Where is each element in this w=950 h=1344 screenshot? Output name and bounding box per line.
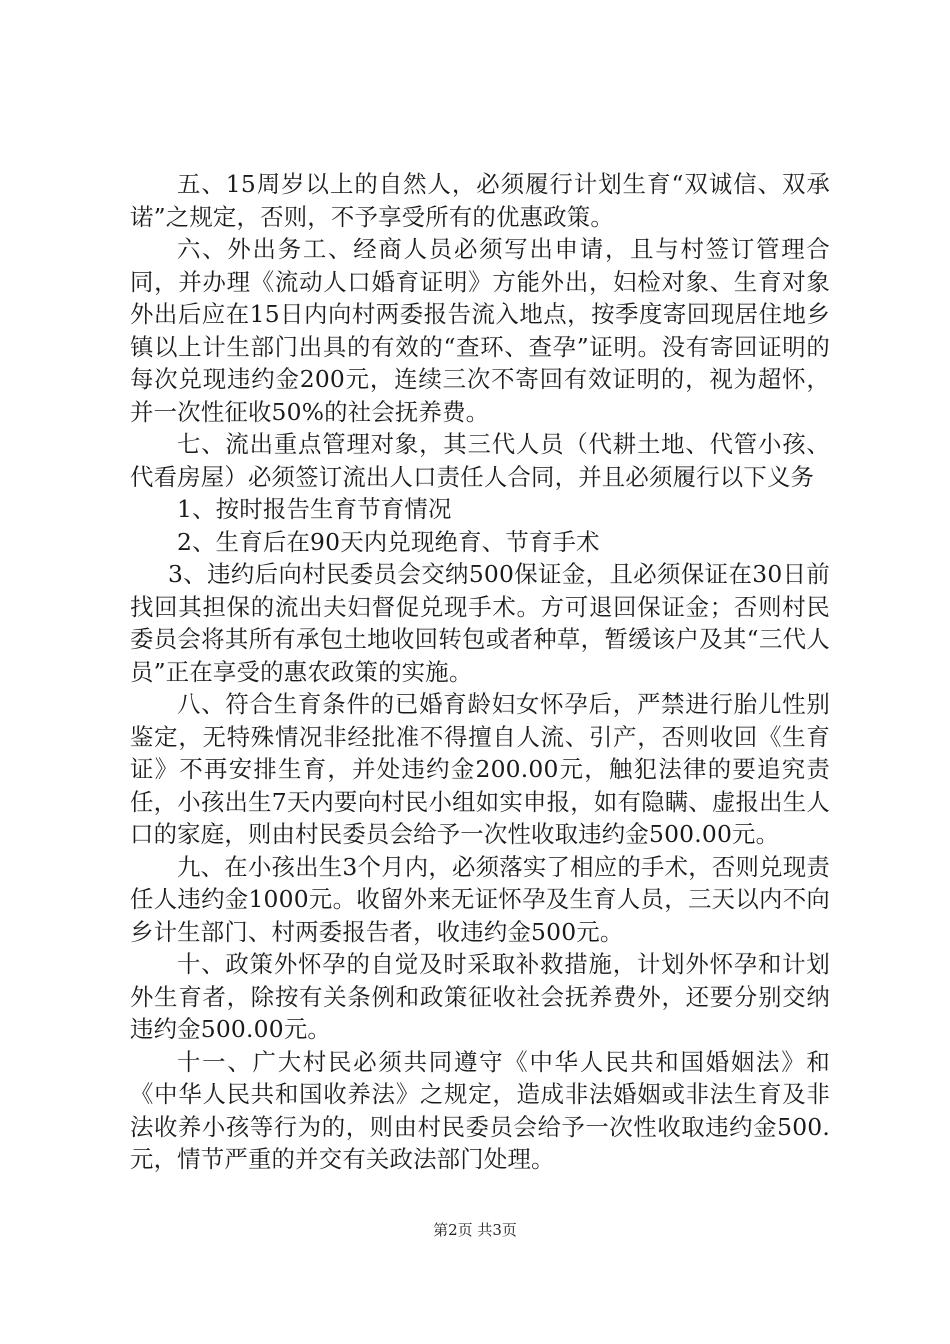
list-item-2: 2、生育后在90天内兑现绝育、节育手术	[177, 527, 600, 556]
paragraph-seven: 七、流出重点管理对象，其三代人员（代耕土地、代管小孩、代看房屋）必须签订流出人口责任人合同，并且必须履行以下义务	[130, 430, 830, 491]
page-number-footer: 第2页 共3页	[433, 1221, 517, 1239]
paragraph-ten: 十、政策外怀孕的自觉及时采取补救措施，计划外怀孕和计划外生育者，除按有关条例和政策征收社会抚养费外，还要分别交纳违约金500.00元。	[130, 950, 830, 1043]
paragraph-six: 六、外出务工、经商人员必须写出申请，且与村签订管理合同，并办理《流动人口婚育证明》方能外出，妇检对象、生育对象外出后应在15日内向村两委报告流入地点，按季度寄回现居住地乡镇以上计生部门出具的有效的“查环、查孕”证明。没有寄回证明的每次兑现违约金200元，连续三次不寄回有效证明的，视为超怀，并一次性征收50%的社会抚养费。	[130, 235, 830, 426]
paragraph-eight: 八、符合生育条件的已婚育龄妇女怀孕后，严禁进行胎儿性别鉴定，无特殊情况非经批准不得擅自人流、引产，否则收回《生育证》不再安排生育，并处违约金200.00元，触犯法律的要追究责任，小孩出生7天内要向村民小组如实申报，如有隐瞒、虚报出生人口的家庭，则由村民委员会给予一次性收取违约金500.00元。	[130, 690, 830, 848]
paragraph-five: 五、15周岁以上的自然人，必须履行计划生育“双诚信、双承诺”之规定，否则，不予享受所有的优惠政策。	[130, 170, 830, 231]
paragraph-eleven: 十一、广大村民必须共同遵守《中华人民共和国婚姻法》和《中华人民共和国收养法》之规定，造成非法婚姻或非法生育及非法收养小孩等行为的，则由村民委员会给予一次性收取违约金500.元，情节严重的并交有关政法部门处理。	[130, 1047, 830, 1173]
paragraph-nine: 九、在小孩出生3个月内，必须落实了相应的手术，否则兑现责任人违约金1000元。收留外来无证怀孕及生育人员，三天以内不向乡计生部门、村两委报告者，收违约金500元。	[130, 852, 830, 946]
document-body	[130, 168, 830, 1176]
list-item-3: 3、违约后向村民委员会交纳500保证金，且必须保证在30日前找回其担保的流出夫妇督促兑现手术。方可退回保证金；否则村民委员会将其所有承包土地收回转包或者种草，暂缓该户及其“三代人员”正在享受的惠农政策的实施。	[130, 560, 830, 686]
list-item-1: 1、按时报告生育节育情况	[177, 495, 452, 523]
